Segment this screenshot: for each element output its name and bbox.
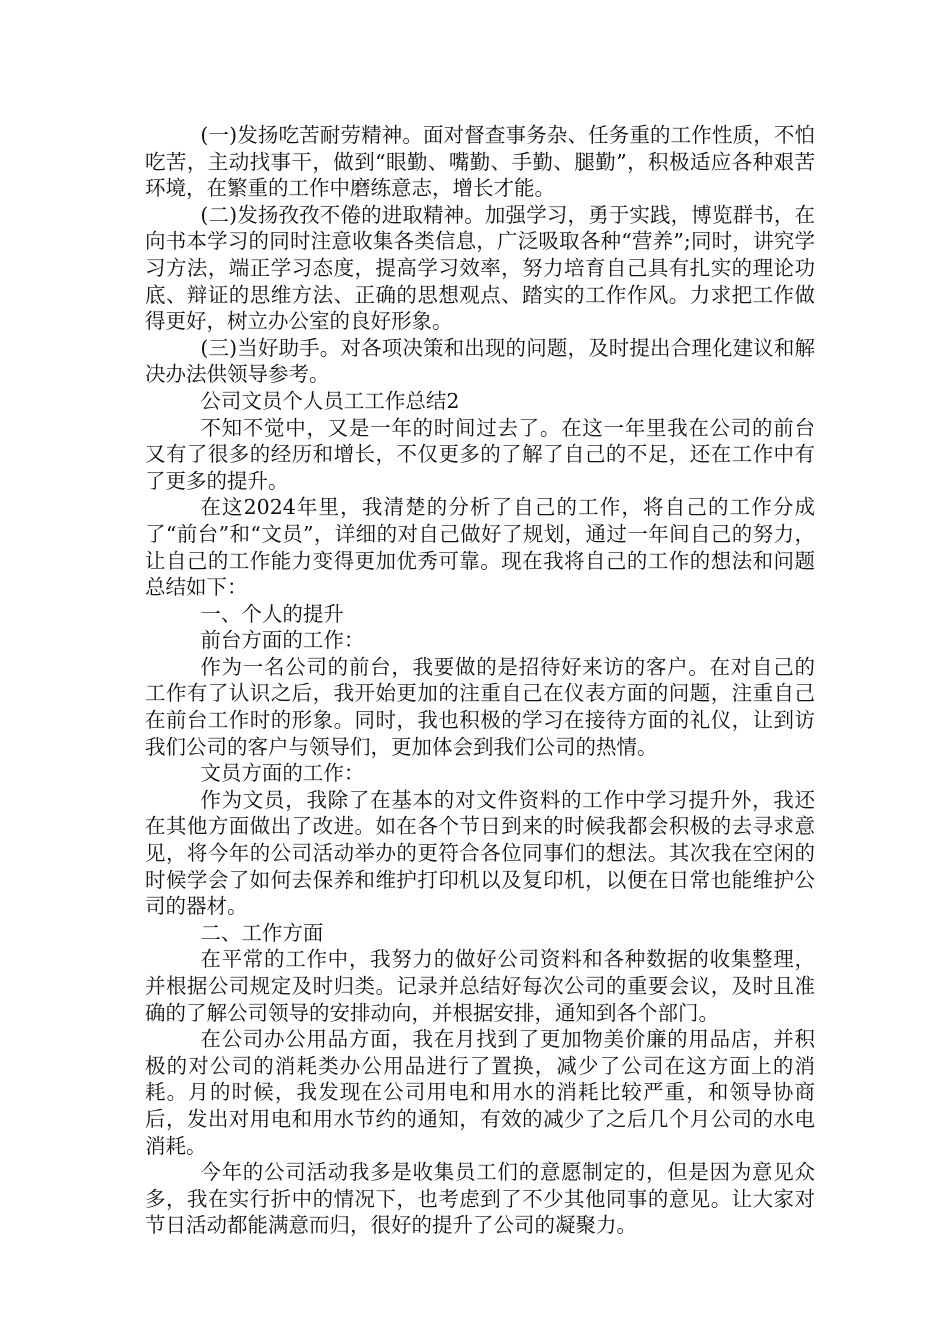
- paragraph: 在这2024年里，我清楚的分析了自己的工作，将自己的工作分成了“前台”和“文员”，详细的对自己做好了规划，通过一年间自己的努力，让自己的工作能力变得更加优秀可靠。现在我将自己的工作的想法和问题总结如下：: [145, 495, 815, 600]
- paragraph: 作为一名公司的前台，我要做的是招待好来访的客户。在对自己的工作有了认识之后，我开始更加的注重自己在仪表方面的问题，注重自己在前台工作时的形象。同时，我也积极的学习在接待方面的礼仪，让到访我们公司的客户与领导们，更加体会到我们公司的热情。: [145, 654, 815, 759]
- subsection-heading: 前台方面的工作：: [200, 628, 365, 653]
- subsection-heading: 文员方面的工作：: [200, 761, 365, 786]
- paragraph: 作为文员，我除了在基本的对文件资料的工作中学习提升外，我还在其他方面做出了改进。如在各个节日到来的时候我都会积极的去寻求意见，将今年的公司活动举办的更符合各位同事们的想法。其次我在空闲的时候学会了如何去保养和维护打印机以及复印机，以便在日常也能维护公司的器材。: [145, 787, 815, 919]
- paragraph: 在公司办公用品方面，我在月找到了更加物美价廉的用品店，并积极的对公司的消耗类办公用品进行了置换，减少了公司在这方面上的消耗。月的时候，我发现在公司用电和用水的消耗比较严重，和领导协商后，发出对用电和用水节约的通知，有效的减少了之后几个月公司的水电消耗。: [145, 1027, 815, 1158]
- paragraph: 在平常的工作中，我努力的做好公司资料和各种数据的收集整理，并根据公司规定及时归类。记录并总结好每次公司的重要会议，及时且准确的了解公司领导的安排动向，并根据安排，通知到各个部门。: [145, 947, 815, 1025]
- paragraph: (一)发扬吃苦耐劳精神。面对督查事务杂、任务重的工作性质，不怕吃苦，主动找事干，做到“眼勤、嘴勤、手勤、腿勤”，积极适应各种艰苦环境，在繁重的工作中磨练意志，增长才能。: [145, 123, 815, 201]
- section-heading: 二、工作方面: [200, 920, 324, 945]
- paragraph: 今年的公司活动我多是收集员工们的意愿制定的，但是因为意见众多，我在实行折中的情况下，也考虑到了不少其他同事的意见。让大家对节日活动都能满意而归，很好的提升了公司的凝聚力。: [145, 1160, 815, 1238]
- section-heading: 一、个人的提升: [200, 601, 344, 626]
- document-body: [145, 122, 815, 1239]
- paragraph: (三)当好助手。对各项决策和出现的问题，及时提出合理化建议和解决办法供领导参考。: [145, 335, 815, 387]
- section-title: 公司文员个人员工工作总结2: [200, 388, 460, 413]
- paragraph: 不知不觉中，又是一年的时间过去了。在这一年里我在公司的前台又有了很多的经历和增长，不仅更多的了解了自己的不足，还在工作中有了更多的提升。: [145, 415, 815, 493]
- paragraph: (二)发扬孜孜不倦的进取精神。加强学习，勇于实践，博览群书，在向书本学习的同时注意收集各类信息，广泛吸取各种“营养”;同时，讲究学习方法，端正学习态度，提高学习效率，努力培育自己具有扎实的理论功底、辩证的思维方法、正确的思想观点、踏实的工作作风。力求把工作做得更好，树立办公室的良好形象。: [145, 202, 815, 334]
